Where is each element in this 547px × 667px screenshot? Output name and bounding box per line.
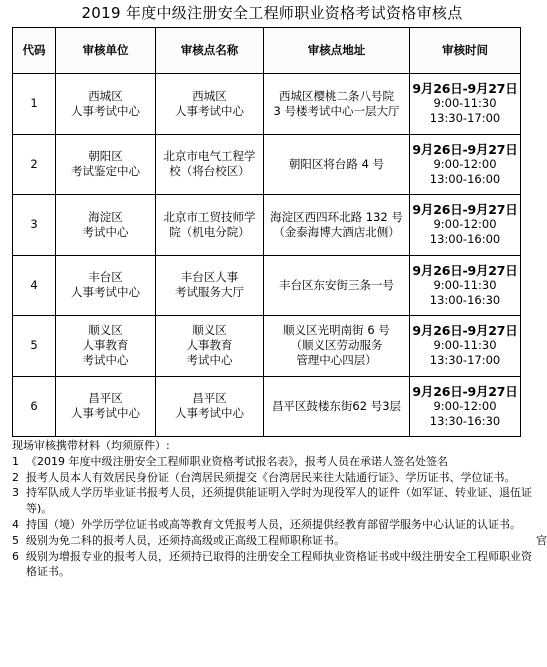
cell-site-name: 北京市工贸技师学 院（机电分院） — [156, 195, 264, 256]
cell-address: 昌平区鼓楼东街62 号3层 — [264, 376, 410, 437]
cell-unit: 朝阳区 考试鉴定中心 — [56, 134, 156, 195]
note-text: 持国（境）外学历学位证书或高等教育文凭报考人员，还须提供经教育部留学服务中心认证的认证书。 — [26, 517, 521, 531]
note-text: 《2019 年度中级注册安全工程师职业资格考试报名表》，报考人员在承诺人签名处签名 — [26, 454, 448, 468]
header-address: 审核点地址 — [264, 28, 410, 74]
header-unit: 审核单位 — [56, 28, 156, 74]
cell-time: 9月26日-9月27日 9:00-11:30 13:30-17:00 — [410, 316, 521, 377]
table-row — [13, 255, 521, 316]
cell-time: 9月26日-9月27日 9:00-12:00 13:00-16:00 — [410, 134, 521, 195]
required-materials-notes — [12, 438, 532, 580]
notes-title: 现场审核携带材料（均须原件）: — [12, 439, 170, 452]
cell-address: 西城区樱桃二条八号院 3 号楼考试中心一层大厅 — [264, 74, 410, 135]
note-number: 5 — [12, 533, 19, 547]
table-row — [13, 195, 521, 256]
cell-unit: 海淀区 考试中心 — [56, 195, 156, 256]
note-text: 级别为免二科的报考人员，还须持高级或正高级工程师职称证书。 — [26, 533, 345, 547]
cell-site-name: 昌平区 人事考试中心 — [156, 376, 264, 437]
note-number: 2 — [12, 470, 19, 484]
header-site-name: 审核点名称 — [156, 28, 264, 74]
note-item — [12, 549, 532, 581]
note-item — [12, 533, 532, 549]
note-item — [12, 454, 532, 470]
cell-address: 朝阳区将台路 4 号 — [264, 134, 410, 195]
cell-unit: 顺义区 人事教育 考试中心 — [56, 316, 156, 377]
cell-time: 9月26日-9月27日 9:00-11:30 13:30-17:00 — [410, 74, 521, 135]
note-number: 3 — [12, 486, 19, 500]
header-time: 审核时间 — [410, 28, 521, 74]
table-row — [13, 376, 521, 437]
note-item — [12, 470, 532, 486]
note-number: 4 — [12, 517, 19, 531]
table-row — [13, 134, 521, 195]
document-title: 2019 年度中级注册安全工程师职业资格考试资格审核点 — [81, 4, 463, 22]
cell-site-name: 西城区 人事考试中心 — [156, 74, 264, 135]
cell-code: 4 — [13, 255, 56, 316]
header-code: 代码 — [13, 28, 56, 74]
cell-site-name: 顺义区 人事教育 考试中心 — [156, 316, 264, 377]
cell-address: 顺义区光明南街 6 号 （顺义区劳动服务 管理中心四层） — [264, 316, 410, 377]
review-sites-table — [12, 27, 521, 437]
table-row — [13, 316, 521, 377]
cell-time: 9月26日-9月27日 9:00-12:00 13:00-16:00 — [410, 195, 521, 256]
table-row — [13, 74, 521, 135]
cell-code: 3 — [13, 195, 56, 256]
cell-unit: 西城区 人事考试中心 — [56, 74, 156, 135]
cell-unit: 昌平区 人事考试中心 — [56, 376, 156, 437]
cell-address: 海淀区西四环北路 132 号 （金泰海博大酒店北侧） — [264, 195, 410, 256]
cell-time: 9月26日-9月27日 9:00-12:00 13:30-16:30 — [410, 376, 521, 437]
note-number: 6 — [12, 549, 19, 563]
note-text: 级别为增报专业的报考人员，还须持已取得的注册安全工程师执业资格证书或中级注册安全工程师职业资格证书。 — [26, 549, 532, 579]
cell-code: 5 — [13, 316, 56, 377]
cell-unit: 丰台区 人事考试中心 — [56, 255, 156, 316]
cell-code: 1 — [13, 74, 56, 135]
cell-site-name: 丰台区人事 考试服务大厅 — [156, 255, 264, 316]
note-number: 1 — [12, 454, 19, 468]
table-header-row — [13, 28, 521, 74]
note-text: 报考人员本人有效居民身份证（台湾居民须提交《台湾居民来往大陆通行证》、学历证书、学位证书。 — [26, 470, 516, 484]
cell-code: 2 — [13, 134, 56, 195]
cell-time: 9月26日-9月27日 9:00-11:30 13:00-16:30 — [410, 255, 521, 316]
cell-site-name: 北京市电气工程学 校（将台校区） — [156, 134, 264, 195]
note-text: 持军队成人学历毕业证书报考人员，还须提供能证明入学时为现役军人的证件（如军证、转业证、退伍证等)。 — [26, 486, 532, 516]
margin-character: 官 — [536, 534, 547, 547]
note-item — [12, 517, 532, 533]
cell-code: 6 — [13, 376, 56, 437]
note-item — [12, 485, 532, 517]
cell-address: 丰台区东安街三条一号 — [264, 255, 410, 316]
